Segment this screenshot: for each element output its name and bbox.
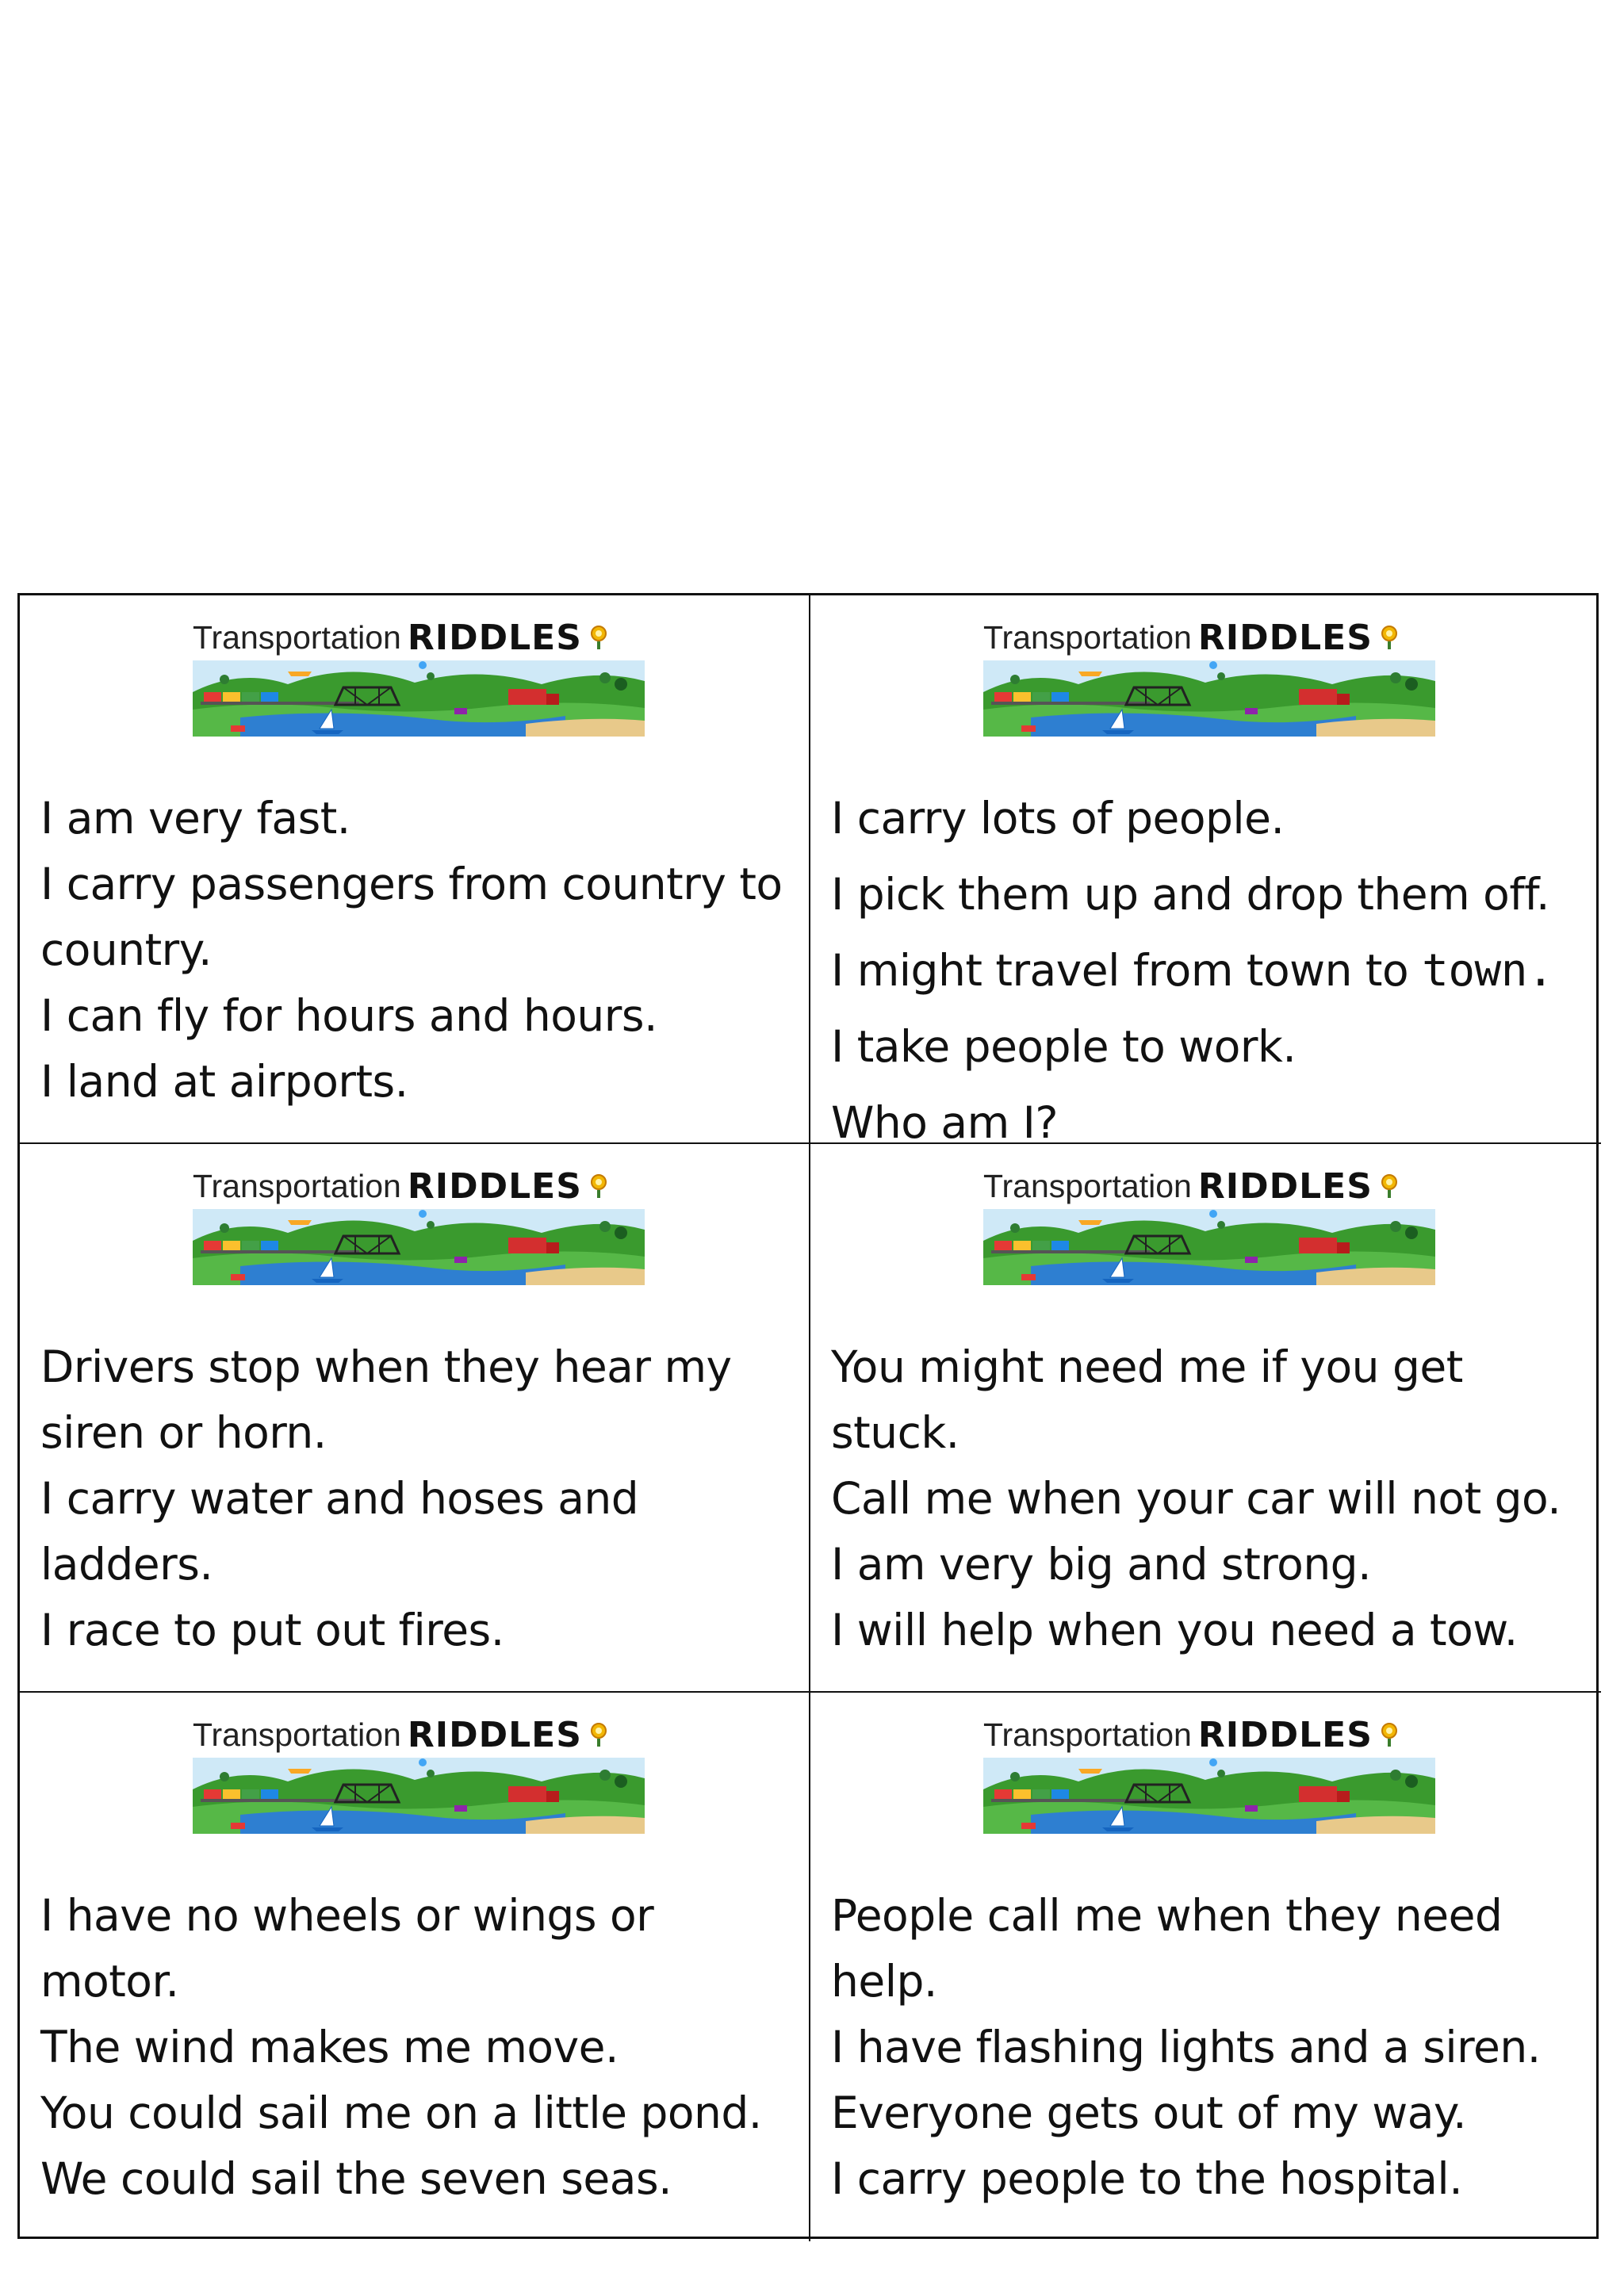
banner-title-word: Transportation bbox=[983, 1716, 1192, 1753]
riddle-line: I can fly for hours and hours. bbox=[40, 990, 657, 1041]
riddle-card-tow-truck bbox=[810, 1144, 1601, 1693]
banner-title bbox=[983, 1715, 1401, 1756]
transport-scene-image bbox=[193, 1209, 645, 1285]
riddle-line: I land at airports. bbox=[40, 1056, 408, 1107]
riddle-card-sailboat bbox=[20, 1693, 810, 2241]
banner-title-bold: RIDDLES bbox=[1197, 1166, 1373, 1207]
banner-title-bold: RIDDLES bbox=[1197, 1715, 1373, 1755]
riddle-line: You could sail me on a little pond. bbox=[40, 2087, 762, 2138]
transport-scene-image bbox=[983, 660, 1435, 737]
riddle-line: I carry passengers from country to country. bbox=[40, 859, 783, 975]
riddle-text bbox=[831, 1883, 1580, 2212]
riddle-line: I have no wheels or wings or motor. bbox=[40, 1890, 654, 2007]
riddle-line: I carry water and hoses and ladders. bbox=[40, 1473, 639, 1590]
riddle-card-airplane bbox=[20, 595, 810, 1144]
riddle-line: I carry people to the hospital. bbox=[831, 2153, 1463, 2204]
banner-title-bold: RIDDLES bbox=[1197, 618, 1373, 658]
riddle-line: I pick them up and drop them off. bbox=[831, 869, 1550, 920]
riddle-text bbox=[831, 786, 1580, 1144]
riddles-banner bbox=[983, 1715, 1435, 1834]
riddle-card-grid bbox=[17, 593, 1599, 2239]
riddles-banner bbox=[193, 1715, 645, 1834]
banner-title bbox=[193, 618, 611, 659]
riddle-line: Call me when your car will not go. I am very big and strong. bbox=[831, 1473, 1561, 1590]
sun-icon bbox=[587, 1169, 611, 1204]
banner-title-bold: RIDDLES bbox=[407, 1715, 582, 1755]
riddle-line: People call me when they need help. bbox=[831, 1890, 1503, 2007]
riddle-line: The wind makes me move. bbox=[40, 2022, 619, 2072]
riddle-line-emphasis: town. bbox=[1422, 945, 1554, 997]
transport-scene-image bbox=[193, 660, 645, 737]
banner-title bbox=[193, 1166, 611, 1207]
riddle-line: I take people to work. bbox=[831, 1021, 1297, 1072]
riddle-line: Everyone gets out of my way. bbox=[831, 2087, 1467, 2138]
riddles-banner bbox=[193, 1166, 645, 1285]
riddle-text bbox=[40, 1883, 788, 2212]
riddle-line-text: I might travel from town to bbox=[831, 945, 1409, 996]
riddle-line: I am very fast. bbox=[40, 793, 350, 844]
riddles-banner bbox=[983, 618, 1435, 737]
riddle-line: Drivers stop when they hear my siren or horn. bbox=[40, 1341, 732, 1458]
transport-scene-image bbox=[193, 1758, 645, 1834]
sun-icon bbox=[587, 1718, 611, 1753]
banner-title-word: Transportation bbox=[983, 1168, 1192, 1204]
riddle-line: I have flashing lights and a siren. bbox=[831, 2022, 1541, 2072]
riddle-line: You might need me if you get stuck. bbox=[831, 1341, 1463, 1458]
riddle-text bbox=[831, 1334, 1580, 1663]
banner-title-word: Transportation bbox=[193, 1168, 401, 1204]
riddle-line: Who am I? bbox=[831, 1097, 1059, 1144]
banner-title-word: Transportation bbox=[983, 619, 1192, 656]
banner-title-bold: RIDDLES bbox=[407, 618, 582, 658]
transport-scene-image bbox=[983, 1758, 1435, 1834]
riddle-line: I carry lots of people. bbox=[831, 793, 1285, 844]
banner-title bbox=[983, 1166, 1401, 1207]
riddle-line: I race to put out fires. bbox=[40, 1605, 504, 1655]
riddle-line: We could sail the seven seas. bbox=[40, 2153, 672, 2204]
riddle-line: I will help when you need a tow. bbox=[831, 1605, 1518, 1655]
banner-title-word: Transportation bbox=[193, 619, 401, 656]
riddle-card-fire-truck bbox=[20, 1144, 810, 1693]
riddle-card-bus bbox=[810, 595, 1601, 1144]
banner-title-word: Transportation bbox=[193, 1716, 401, 1753]
riddle-line bbox=[831, 938, 1580, 1004]
transport-scene-image bbox=[983, 1209, 1435, 1285]
banner-title-bold: RIDDLES bbox=[407, 1166, 582, 1207]
riddles-banner bbox=[193, 618, 645, 737]
banner-title bbox=[983, 618, 1401, 659]
riddles-banner bbox=[983, 1166, 1435, 1285]
sun-icon bbox=[1377, 1718, 1401, 1753]
sun-icon bbox=[1377, 621, 1401, 656]
riddle-card-ambulance bbox=[810, 1693, 1601, 2241]
riddle-text bbox=[40, 1334, 788, 1663]
riddle-text bbox=[40, 786, 788, 1115]
sun-icon bbox=[587, 621, 611, 656]
banner-title bbox=[193, 1715, 611, 1756]
sun-icon bbox=[1377, 1169, 1401, 1204]
